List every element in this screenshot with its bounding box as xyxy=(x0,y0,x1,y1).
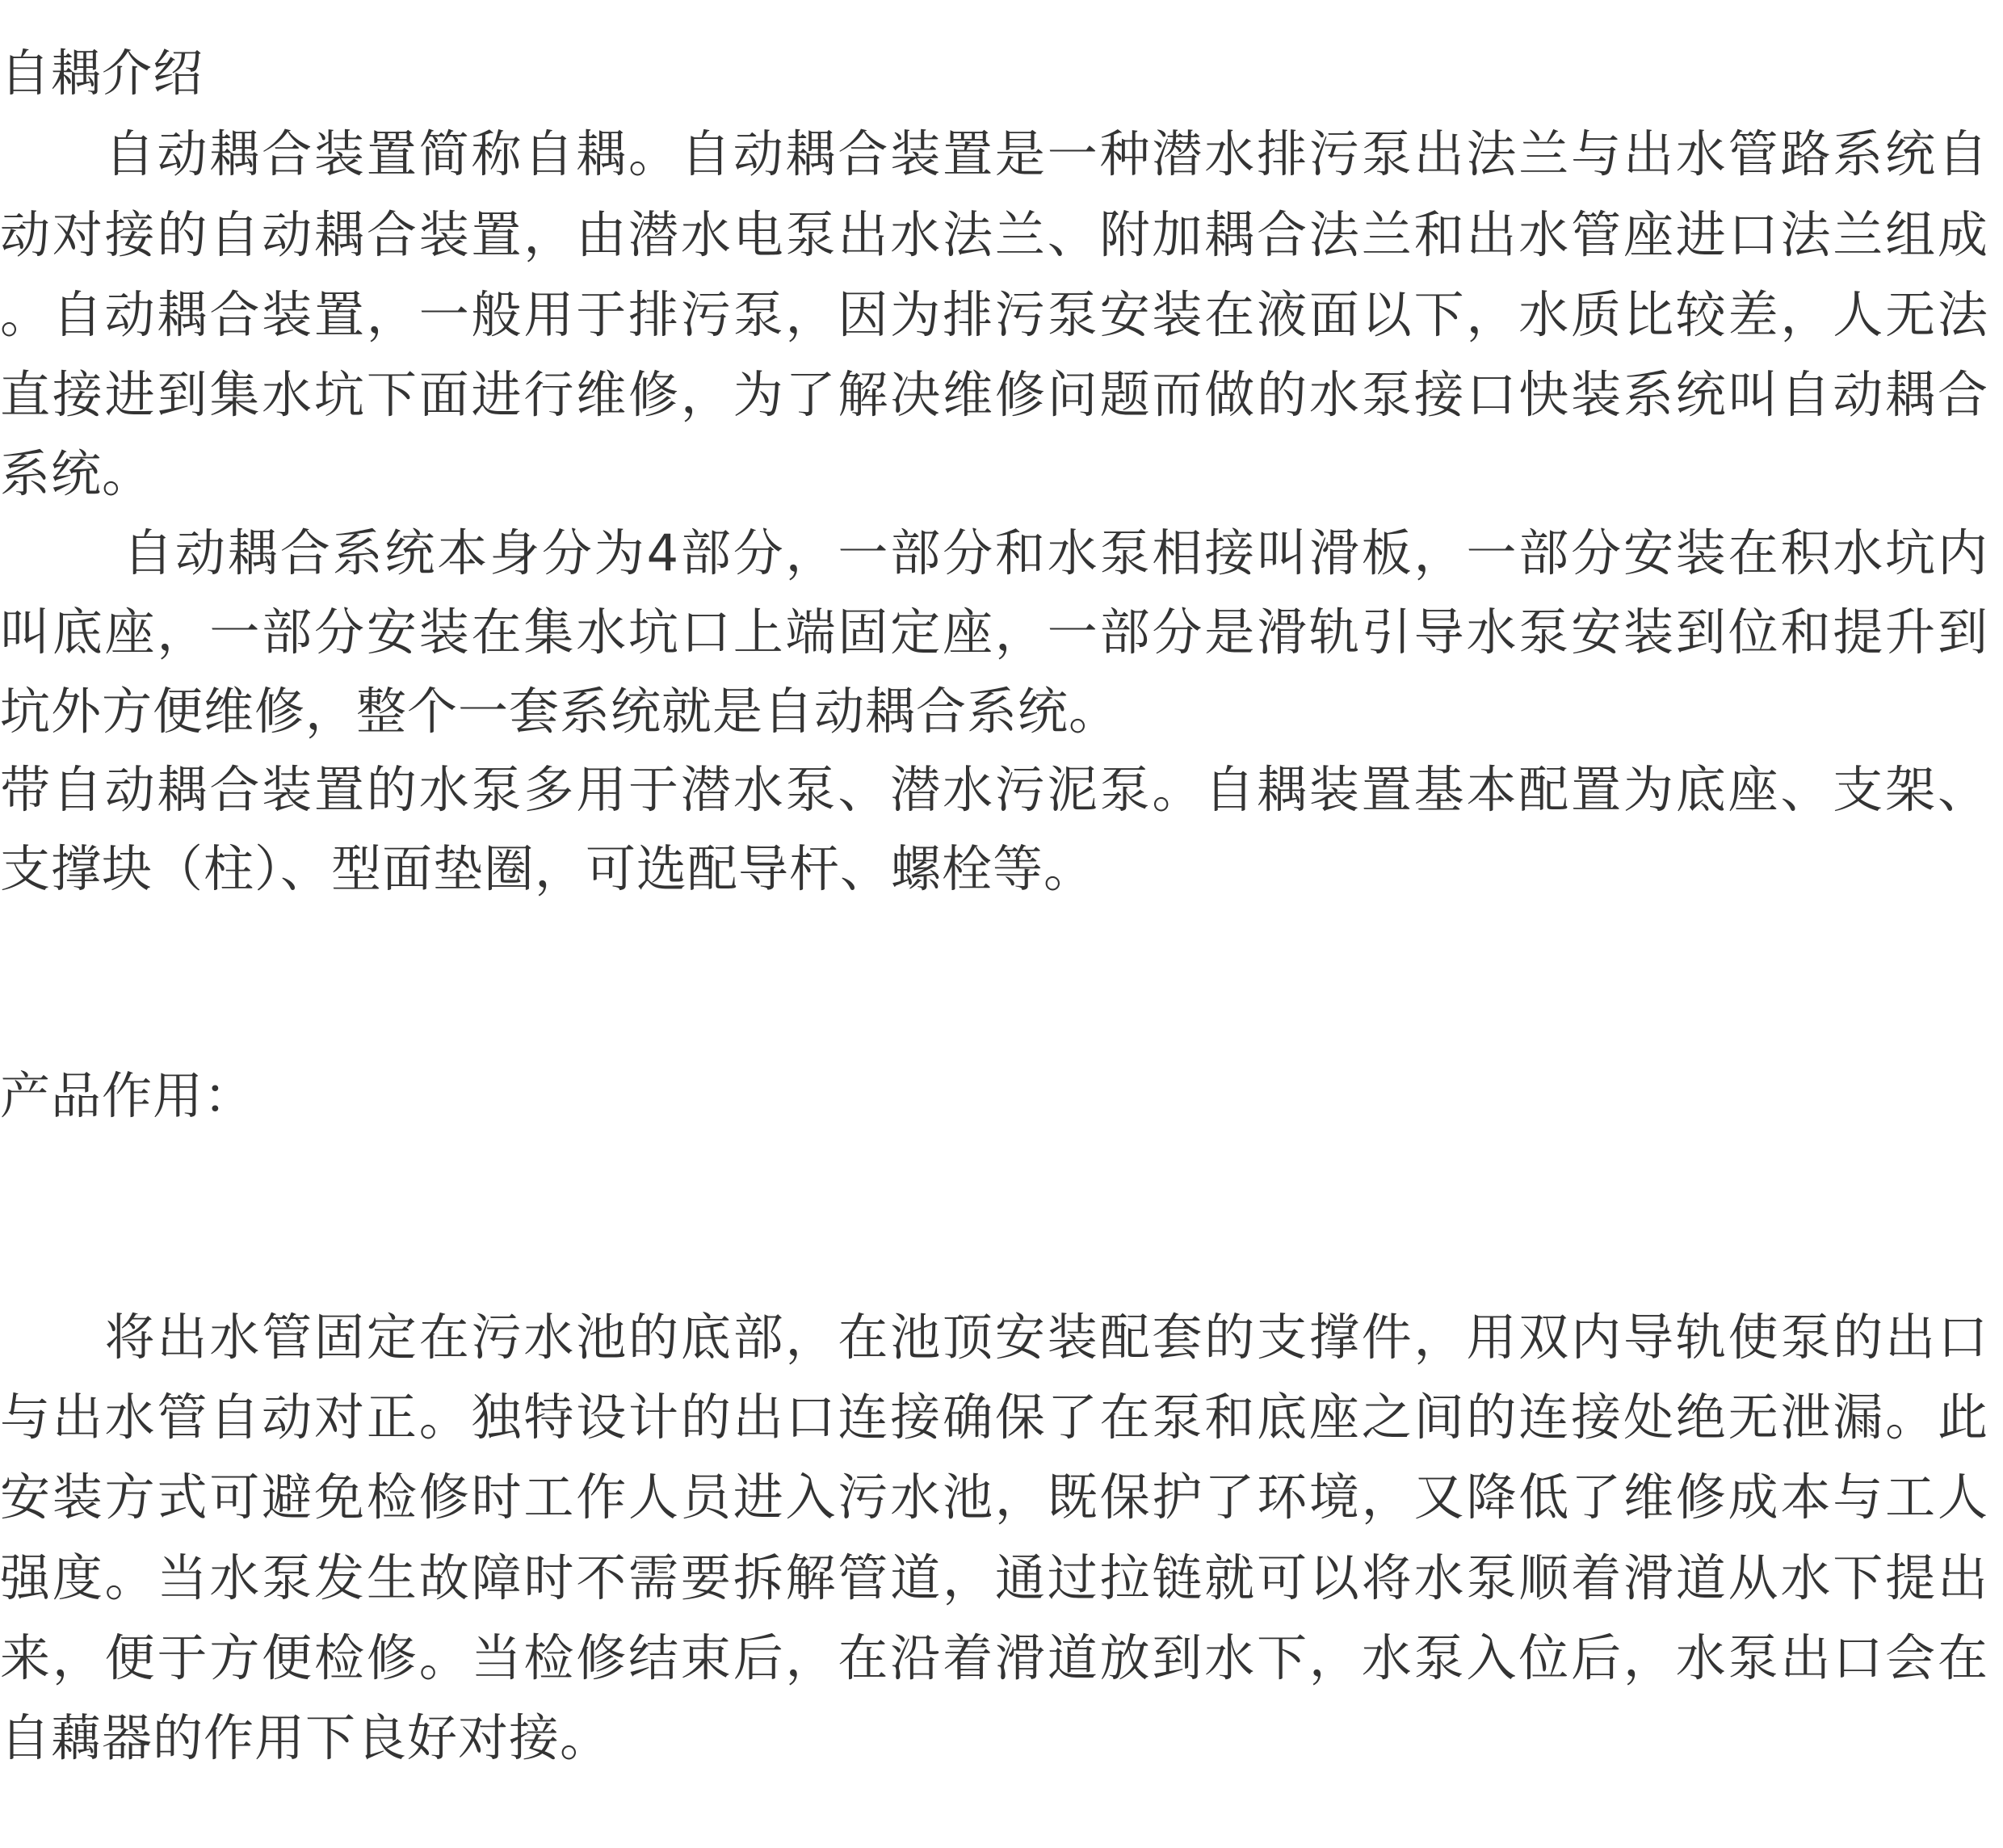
paragraph-line: 带自动耦合装置的水泵多用于潜水泵、潜水污泥泵。自耦装置基本配置为底座、支架、 xyxy=(0,760,1988,819)
paragraph-line: 系统。 xyxy=(0,444,153,503)
paragraph-line: 自动耦合装置简称自耦。自动耦合装置是一种潜水排污泵出法兰与出水管路系统自 xyxy=(0,124,1988,183)
paragraph-line: 安装方式可避免检修时工作人员进入污水池，既保护了环境，又降低了维修成本与工人 xyxy=(0,1468,1988,1527)
paragraph-line: 。自动耦合装置，一般用于排污泵，因为排污泵安装在液面以下，水质比较差，人无法 xyxy=(0,285,1988,344)
paragraph-line: 直接进到集水坑下面进行维修，为了解决维修问题而做的水泵接口快装系统叫自动耦合 xyxy=(0,365,1988,424)
paragraph-line: 叫底座，一部分安装在集水坑口上端固定座，一部分是滑轨引导水泵安装到位和提升到 xyxy=(0,603,1988,662)
paragraph-line: 自动耦合系统本身分为4部分，一部分和水泵相接叫滑板，一部分安装在积水坑内 xyxy=(0,523,1988,582)
paragraph-line: 坑外方便维修，整个一套系统就是自动耦合系统。 xyxy=(0,682,1120,741)
paragraph-line: 来，便于方便检修。当检修结束后，在沿着滑道放到水下，水泵入位后，水泵出口会在 xyxy=(0,1628,1988,1687)
paragraph-line: 与出水管自动对正。独特设计的出口连接确保了在泵和底座之间的连接处绝无泄漏。此 xyxy=(0,1388,1988,1447)
paragraph-line: 将出水管固定在污水池的底部，在池顶安装配套的支撑件，用双内导轨使泵的出口 xyxy=(0,1308,1988,1367)
section-heading-function: 产品作用： xyxy=(0,1066,255,1125)
paragraph-line: 支撑块（柱）、型面垫圈，可选配导杆、螺栓等。 xyxy=(0,839,1095,898)
paragraph-line: 自藕器的作用下良好对接。 xyxy=(0,1708,611,1767)
paragraph-line: 强度。当水泵发生故障时不需要拆解管道，通过拉链就可以将水泵顺着滑道从水下提出 xyxy=(0,1548,1988,1607)
section-heading-intro: 自耦介绍 xyxy=(0,44,204,103)
paragraph-line: 动对接的自动耦合装置，由潜水电泵出水法兰、附加耦合法兰和出水管座进口法兰组成 xyxy=(0,205,1988,264)
